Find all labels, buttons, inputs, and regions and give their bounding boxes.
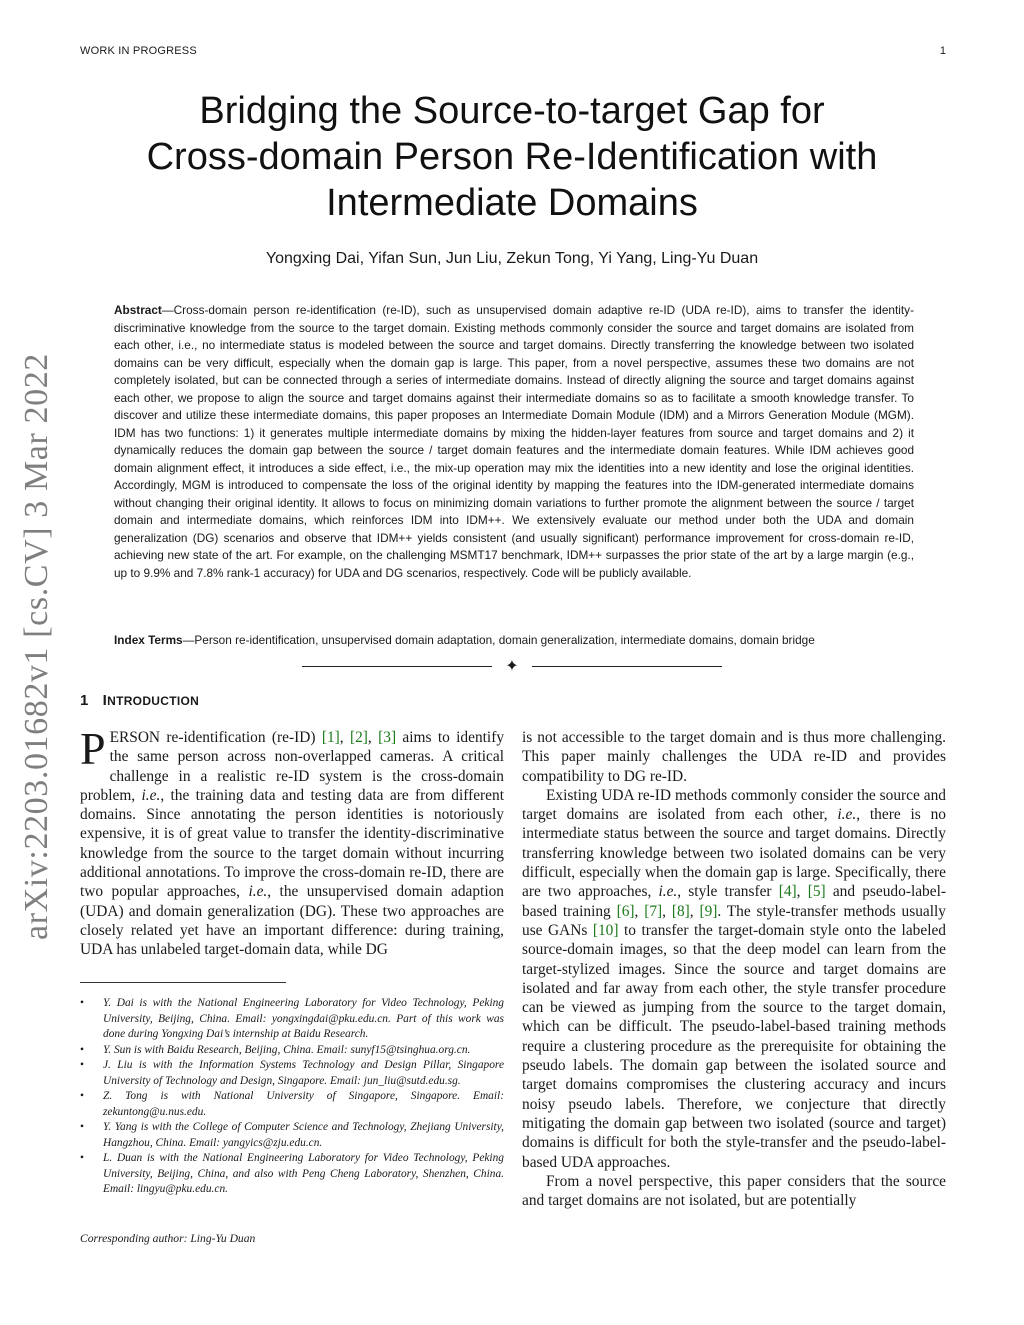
body-paragraph [522,786,946,1172]
section-heading [80,692,199,709]
citation-link[interactable]: [7] [644,902,663,920]
italic-run: i.e. [141,786,161,804]
citation-link[interactable]: [2] [349,729,368,746]
footnote-text: L. Duan is with the National Engineering Laboratory for Video Technology, Peking University, Beijing, China, and also with Peng Cheng Laboratory, Shenzhen, China. Email: lingyu@pku.edu.cn. [103,1152,504,1195]
first-word-rest: ERSON [109,729,161,746]
bullet-icon: • [80,1059,84,1071]
bullet-icon: • [80,997,84,1009]
text-run: , the training data and testing data are from different domains. Since annotating the person identities is notoriously expensive, it is of great value to transfer the identity-discriminative knowledge from the source to the target domain without incurring additional annotations. To improve the cross-domain re-ID, there are two popular approaches, [80,786,504,901]
footnote-item [80,1120,504,1151]
corresponding-author: Corresponding author: Ling-Yu Duan [80,1232,256,1245]
footnote-item [80,996,504,1043]
footnote-text: J. Liu is with the Information Systems Technology and Design Pillar, Singapore University of Technology and Design, Singapore. Email: jun_liu@sutd.edu.sg. [103,1059,504,1087]
section-title-initial: I [102,692,108,709]
running-header: WORK IN PROGRESS [80,45,197,57]
text-run: , the unsupervised domain adaption (UDA) and domain generalization (DG). These two approaches are closely related yet have an important difference: during training, UDA has unlabeled target-domain data, while DG [80,883,504,959]
text-run: to transfer the target-domain style onto the labeled source-domain images, so that the deep model can learn from the target-stylized images. Since the source and target domains are isolated and far away from each other, the style transfer procedure can be viewed as jumping from the source to the target domain, which can be difficult. The pseudo-label-based training methods require a clustering procedure as the prerequisite for obtaining the pseudo labels. The domain gap between the isolated source and target domains compromises the clustering accuracy and incurs noisy pseudo labels. Therefore, we conjecture that directly mitigating the domain gap between two isolated (source and target) domains is difficult for both the style-transfer and the pseudo-label-based UDA approaches. [522,921,946,1171]
dropcap-letter: P [80,723,106,774]
footnote-text: Y. Sun is with Baidu Research, Beijing, China. Email: sunyf15@tsinghua.org.cn. [103,1043,471,1056]
author-list: Yongxing Dai, Yifan Sun, Jun Liu, Zekun Tong, Yi Yang, Ling-Yu Duan [265,250,759,267]
citation-link[interactable]: [10] [592,921,619,939]
bullet-icon: • [80,1043,84,1056]
text-run: aims to identify the same person across non-overlapped cameras. A critical challenge in a realistic re-ID system is the cross-domain problem, [80,729,505,804]
text-run: and pseudo-label-based training [522,883,946,920]
abstract [114,302,914,582]
footnote-text: Z. Tong is with National University of Singapore, Singapore. Email: zekuntong@u.nus.edu. [103,1090,504,1118]
text-run: , there is no intermediate status between the source and target domains. Directly transferring knowledge between two isolated domains can be very difficult, especially when the domain gap is large. Specifically, there are two approaches, [522,806,946,901]
bullet-icon: • [80,1121,84,1133]
text-run: , style transfer [677,883,779,901]
italic-run: i.e. [837,806,857,824]
text-run: . The style-transfer methods usually use GANs [522,902,946,939]
body-paragraph: is not accessible to the target domain and is thus more challenging. This paper mainly challenges the UDA re-ID and provides compatibility to DG re-ID. [522,729,946,785]
text-run: , [689,902,700,920]
index-terms [114,632,914,649]
citation-link[interactable]: [6] [616,902,635,920]
paper-title [100,88,924,226]
citation-link[interactable]: [3] [378,729,397,746]
right-column [522,728,946,1210]
footnote-text: Y. Dai is with the National Engineering Laboratory for Video Technology, Peking University, Beijing, China. Email: yongxingdai@pku.edu.cn. Part of this work was done during Yongxing Dai’s internship at Baidu Research. [103,997,504,1040]
index-terms-label: Index Terms [114,633,183,647]
footnote-rule [80,982,286,983]
body-paragraph: From a novel perspective, this paper considers that the source and target domains are not isolated, but are potentially [522,1172,946,1210]
text-run: re-identification (re-ID) [160,729,322,746]
title-line: Bridging the Source-to-target Gap for [199,90,825,132]
citation-link[interactable]: [5] [807,883,826,901]
footnote-text: Y. Yang is with the College of Computer Science and Technology, Zhejiang University, Hangzhou, China. Email: yangyics@zju.edu.cn. [103,1121,504,1149]
title-line: Cross-domain Person Re-Identification with [146,136,878,178]
left-column [80,723,505,960]
text-run: Existing UDA re-ID methods commonly consider the source and target domains are isolated from each other, [522,786,946,824]
page-number: 1 [939,45,946,57]
bullet-icon: • [80,1152,84,1164]
affiliation-footnotes [80,996,504,1198]
separator-diamond-icon: ✦ [505,658,519,675]
text-run: , [339,729,350,746]
citation-link[interactable]: [8] [671,902,690,920]
citation-link[interactable]: [1] [321,729,340,746]
text-run: , [796,883,808,901]
abstract-body: —Cross-domain person re-identification (re-ID), such as unsupervised domain adaptive re-ID (UDA re-ID), aims to transfer the identity-discriminative knowledge from the source to the target domain. Existing methods commonly consider the source and target domains are isolated from each other, i.e., no intermediate status is modeled between the source and target domains. Directly transferring the knowledge between two isolated domains can be very difficult, especially when the domain gap is large. This paper, from a novel perspective, assumes these two domains are not completely isolated, but can be connected through a series of intermediate domains. Instead of directly aligning the source and target domains against each other, we propose to align the source and target domains against their intermediate domains so as to facilitate a smooth knowledge transfer. To discover and utilize these intermediate domains, this paper proposes an Intermediate Domain Module (IDM) and a Mirrors Generation Module (MGM). IDM has two functions: 1) it generates multiple intermediate domains by mixing the hidden-layer features from source and target domains and 2) it dynamically reduces the domain gap between the source / target domain features and the intermediate domain features. While IDM achieves good domain alignment effect, it introduces a side effect, i.e., the mix-up operation may mix the identities into a new identity and lose the original identities. Accordingly, MGM is introduced to compensate the loss of the original identity by mapping the features into the IDM-generated intermediate domains without changing their original identity. It allows to focus on minimizing domain variations to further promote the alignment between the source / target domain and intermediate domains, which reinforces IDM into IDM++. We extensively evaluate our method under both the UDA and domain generalization (DG) scenarios and observe that IDM++ yields consistent (and usually significant) performance improvement for cross-domain re-ID, achieving new state of the art. For example, on the challenging MSMT17 benchmark, IDM++ surpasses the prior state of the art by a large margin (e.g., up to 9.9% and 7.8% rank-1 accuracy) for UDA and DG scenarios, respectively. Code will be publicly available. [114,303,914,580]
section-number: 1 [80,692,89,709]
bullet-icon: • [80,1090,84,1102]
intro-paragraph [80,723,505,960]
footnote-item [80,1043,504,1059]
footnote-item [80,1089,504,1120]
italic-run: i.e. [658,883,678,901]
arxiv-identifier-stamp: arXiv:2203.01682v1 [cs.CV] 3 Mar 2022 [18,353,55,940]
separator-line-left [302,666,492,667]
title-line: Intermediate Domains [326,182,698,224]
index-terms-body: —Person re-identification, unsupervised domain adaptation, domain generalization, intermediate domains, domain bridge [182,633,815,647]
italic-run: i.e. [248,883,268,901]
separator-line-right [532,666,722,667]
section-separator [302,658,722,674]
footnote-item [80,1058,504,1089]
citation-link[interactable]: [4] [778,883,797,901]
text-run: , [634,902,645,920]
footnote-item [80,1151,504,1198]
citation-link[interactable]: [9] [699,902,718,920]
text-run: , [662,902,672,920]
section-title-rest: NTRODUCTION [107,694,200,708]
text-run: , [367,729,379,746]
abstract-label: Abstract [114,303,162,317]
